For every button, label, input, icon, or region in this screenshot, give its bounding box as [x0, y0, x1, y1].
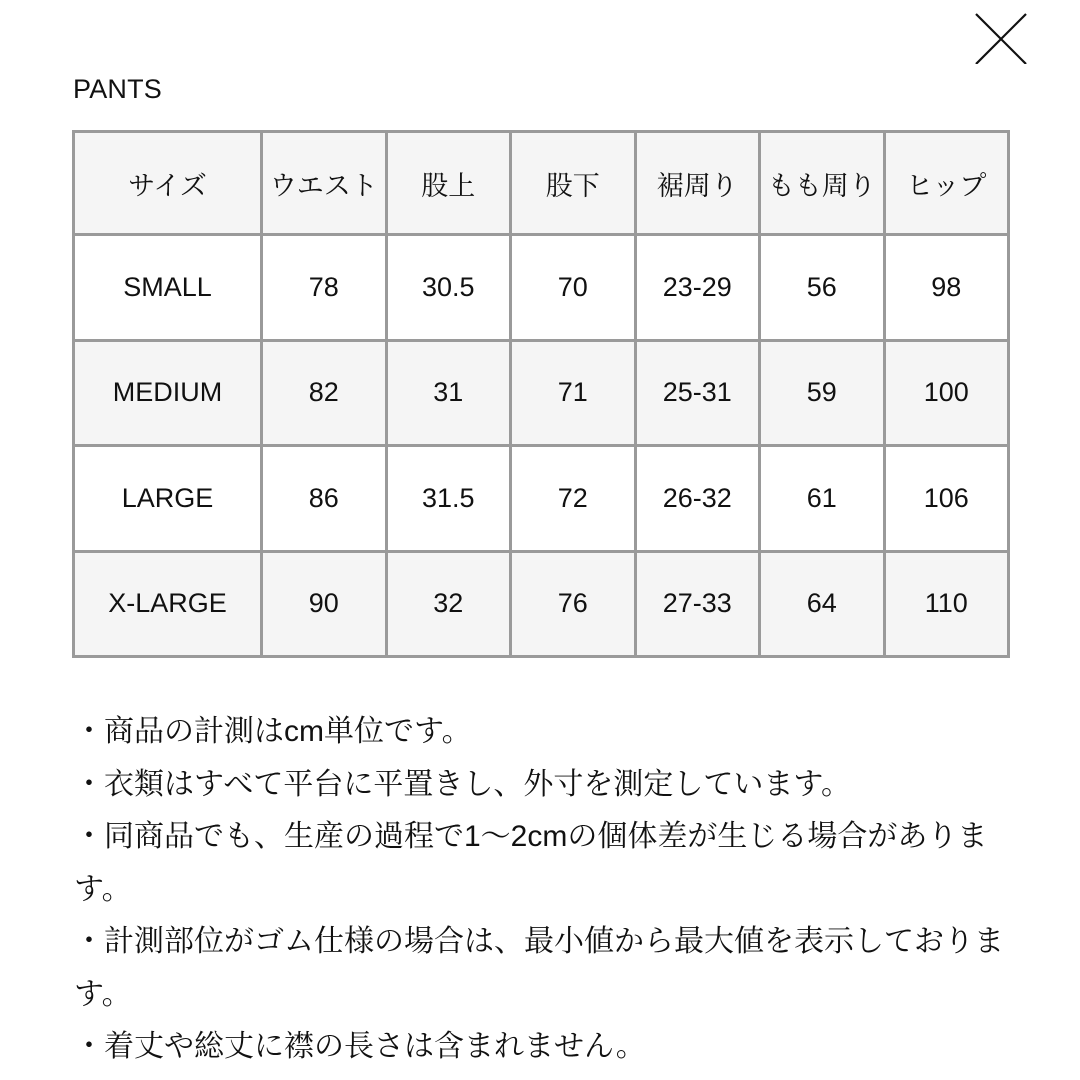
cell-size: X-LARGE — [74, 551, 262, 657]
header-hem: 裾周り — [635, 132, 760, 235]
cell-hem: 27-33 — [635, 551, 760, 657]
cell-size: LARGE — [74, 446, 262, 552]
cell-inseam: 76 — [511, 551, 636, 657]
cell-size: MEDIUM — [74, 340, 262, 446]
cell-hem: 25-31 — [635, 340, 760, 446]
header-size: サイズ — [74, 132, 262, 235]
note-item: ・着丈や総丈に襟の長さは含まれません。 — [74, 1030, 646, 1063]
cell-hem: 23-29 — [635, 235, 760, 341]
cell-rise: 31 — [386, 340, 511, 446]
cell-inseam: 71 — [511, 340, 636, 446]
cell-inseam: 70 — [511, 235, 636, 341]
cell-hip: 106 — [884, 446, 1009, 552]
cell-size: SMALL — [74, 235, 262, 341]
close-button[interactable] — [972, 8, 1028, 64]
cell-rise: 30.5 — [386, 235, 511, 341]
cell-hip: 98 — [884, 235, 1009, 341]
cell-thigh: 61 — [760, 446, 885, 552]
table-row — [74, 551, 1009, 657]
header-thigh: もも周り — [760, 132, 885, 235]
cell-hem: 26-32 — [635, 446, 760, 552]
cell-thigh: 59 — [760, 340, 885, 446]
header-rise: 股上 — [386, 132, 511, 235]
header-waist: ウエスト — [262, 132, 387, 235]
page-title: PANTS — [73, 74, 163, 104]
table-row — [74, 340, 1009, 446]
table-row — [74, 235, 1009, 341]
cell-waist: 78 — [262, 235, 387, 341]
cell-inseam: 72 — [511, 446, 636, 552]
cell-waist: 86 — [262, 446, 387, 552]
note-item: ・商品の計測はcm単位です。 — [74, 715, 472, 748]
cell-thigh: 56 — [760, 235, 885, 341]
close-icon — [972, 8, 1028, 64]
cell-waist: 82 — [262, 340, 387, 446]
note-item: ・同商品でも、生産の過程で1〜2cmの個体差が生じる場合があります。 — [74, 820, 988, 906]
note-item: ・衣類はすべて平台に平置きし、外寸を測定しています。 — [74, 767, 851, 801]
measurement-notes — [74, 706, 1034, 1074]
table-header-row — [74, 132, 1009, 235]
cell-rise: 32 — [386, 551, 511, 657]
cell-hip: 100 — [884, 340, 1009, 446]
size-chart-table — [72, 130, 1010, 658]
header-inseam: 股下 — [511, 132, 636, 235]
cell-rise: 31.5 — [386, 446, 511, 552]
header-hip: ヒップ — [884, 132, 1009, 235]
cell-hip: 110 — [884, 551, 1009, 657]
cell-thigh: 64 — [760, 551, 885, 657]
note-item: ・計測部位がゴム仕様の場合は、最小値から最大値を表示しております。 — [74, 925, 1004, 1011]
cell-waist: 90 — [262, 551, 387, 657]
table-row — [74, 446, 1009, 552]
